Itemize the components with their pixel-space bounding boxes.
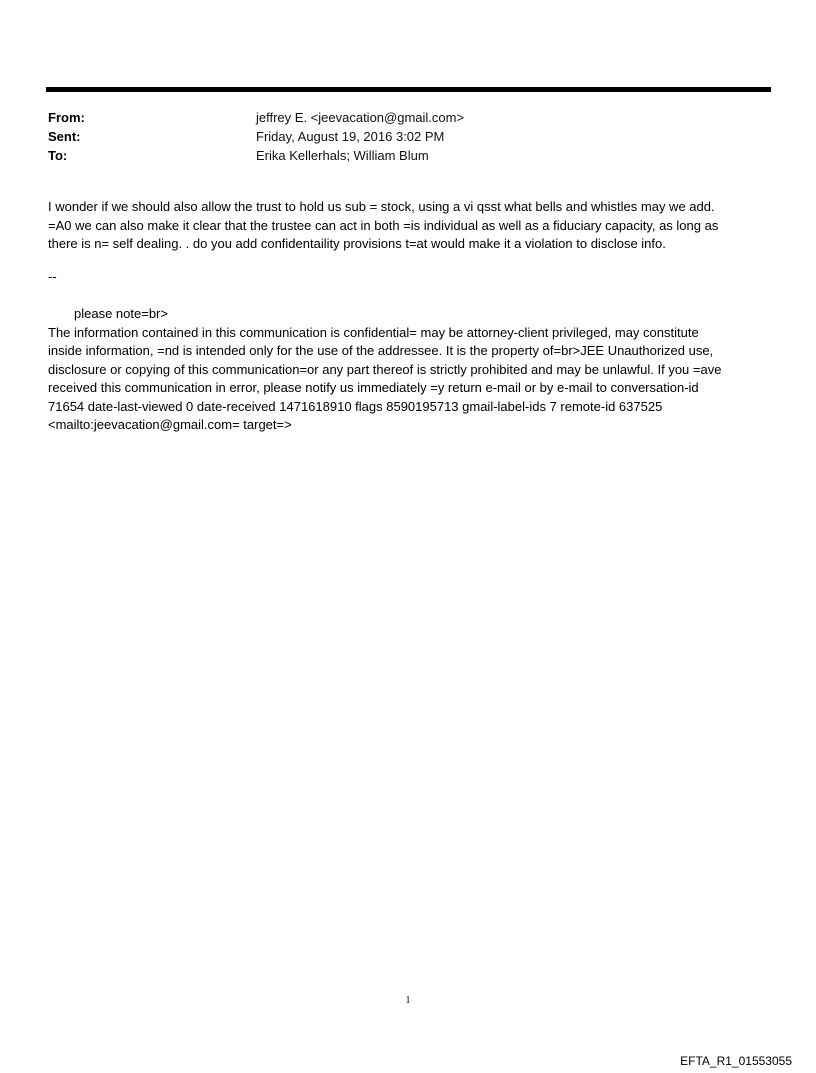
to-label: To: xyxy=(48,148,68,163)
message-line: I wonder if we should also allow the trust to hold us sub = stock, using a vi qsst what bells and whistles may we add. xyxy=(48,199,715,214)
sent-row xyxy=(48,127,748,146)
document-id: EFTA_R1_01553055 xyxy=(680,1054,792,1068)
sent-value: Friday, August 19, 2016 3:02 PM xyxy=(256,129,445,144)
signature-separator-block xyxy=(48,268,760,287)
signature-separator: -- xyxy=(48,269,57,284)
disclaimer-mailto-line: <mailto:jeevacation@gmail.com= target=> xyxy=(48,417,292,432)
from-label: From: xyxy=(48,110,85,125)
disclaimer-line: 71654 date-last-viewed 0 date-received 1471618910 flags 8590195713 gmail-label-ids 7 remote-id 637525 xyxy=(48,398,663,414)
to-row xyxy=(48,146,748,165)
message-body xyxy=(48,198,760,254)
disclaimer-line: The information contained in this communication is confidential= may be attorney-client privileged, may constitute xyxy=(48,324,699,340)
disclaimer-line: received this communication in error, please notify us immediately =y return e-mail or by e-mail to conversation-id xyxy=(48,380,699,395)
email-header xyxy=(48,108,748,165)
disclaimer-line: disclosure or copying of this communication=or any part thereof is strictly prohibited and may be unlawful. If you =ave xyxy=(48,361,722,377)
message-line: there is n= self dealing. . do you add confidentaility provisions t=at would make it a violation to disclose info. xyxy=(48,236,666,251)
from-value: jeffrey E. <jeevacation@gmail.com> xyxy=(256,110,465,125)
disclaimer xyxy=(48,305,760,435)
disclaimer-line: inside information, =nd is intended only for the use of the addressee. It is the property of=br>JEE Unauthorized use, xyxy=(48,343,714,358)
from-row xyxy=(48,108,748,127)
message-line: =A0 we can also make it clear that the trustee can act in both =is individual as well as a fiduciary capacity, as long as xyxy=(48,217,719,233)
disclaimer-intro: please note=br> xyxy=(74,306,168,321)
to-value: Erika Kellerhals; William Blum xyxy=(256,148,429,163)
header-divider xyxy=(46,87,771,92)
page-number: 1 xyxy=(405,995,411,1006)
sent-label: Sent: xyxy=(48,129,81,144)
